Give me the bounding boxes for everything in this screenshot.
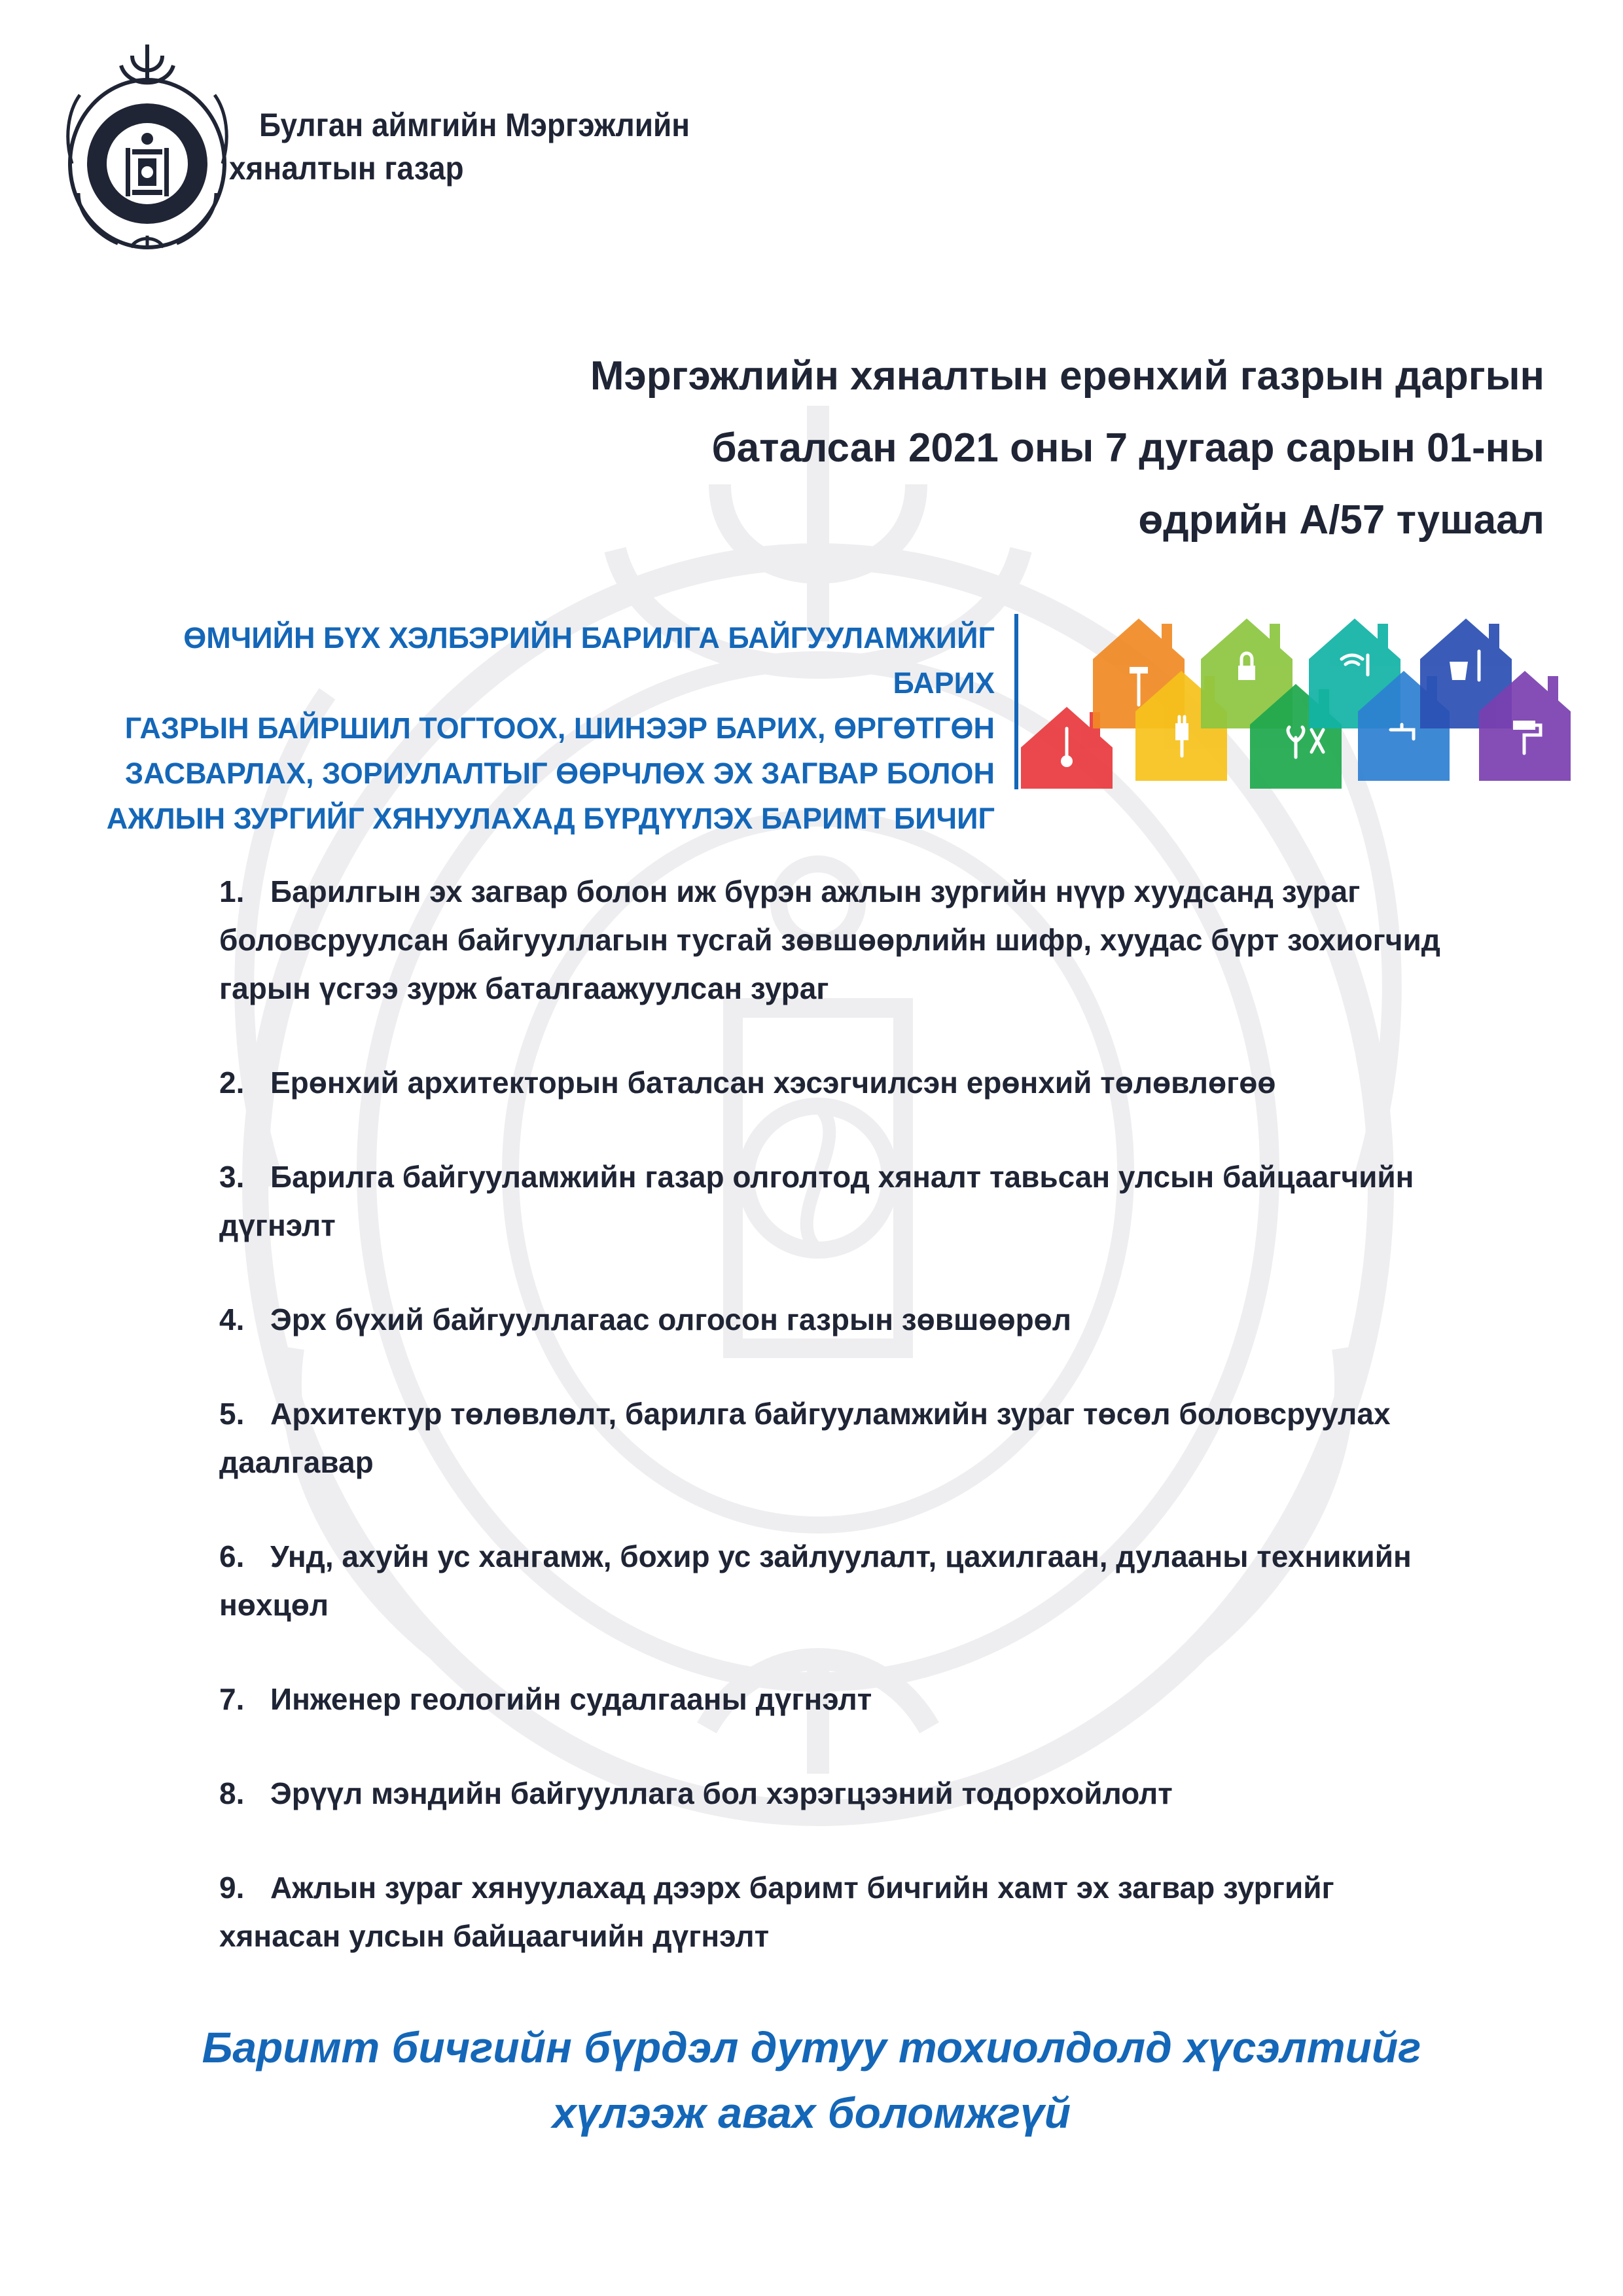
title-divider [1014, 614, 1018, 789]
houses-illustration [1021, 612, 1571, 789]
list-item: 4. Эрх бүхий байгууллагаас олгосон газрын зөвшөөрөл [219, 1302, 1071, 1336]
organization-name [229, 103, 690, 190]
list-item: 8. Эрүүл мэндийн байгууллага бол хэрэгцээний тодорхойлолт [219, 1776, 1173, 1810]
document-title-line-2: ГАЗРЫН БАЙРШИЛ ТОГТООХ, ШИНЭЭР БАРИХ, ӨРГӨТГӨН [124, 711, 995, 745]
decree-line-1: Мэргэжлийн хяналтын ерөнхий газрын даргын [590, 353, 1544, 399]
organization-name-line-1: Булган аймгийн Мэргэжлийн [259, 107, 690, 143]
footer-notice-line-1: Баримт бичгийн бүрдэл дутуу тохиолдолд хүсэлтийг [202, 2023, 1421, 2072]
list-item: 5. Архитектур төлөвлөлт, барилга байгууламжийн зураг төсөл боловсруулах даалгавар [219, 1397, 1391, 1479]
list-item: 6. Унд, ахуйн ус хангамж, бохир ус зайлуулалт, цахилгаан, дулааны техникийн нөхцөл [219, 1539, 1412, 1622]
document-title [79, 615, 995, 841]
document-title-line-4: АЖЛЫН ЗУРГИЙГ ХЯНУУЛАХАД БҮРДҮҮЛЭХ БАРИМТ БИЧИГ [106, 802, 995, 835]
list-item: 1. Барилгын эх загвар болон иж бүрэн ажлын зургийн нүүр хуудсанд зураг боловсруулсан байгууллагын тусгай зөвшөөрлийн шифр, хуудас бүрт зохиогчид гарын үсгээ зурж баталгаажуулсан зураг [219, 874, 1440, 1005]
list-item: 3. Барилга байгууламжийн газар олголтод хяналт тавьсан улсын байцаагчийн дүгнэлт [219, 1160, 1414, 1242]
decree-reference [432, 340, 1544, 556]
organization-name-line-2: хяналтын газар [229, 150, 464, 187]
decree-line-2: баталсан 2021 оны 7 дугаар сарын 01-ны [711, 425, 1544, 471]
required-documents-list [219, 867, 1463, 2006]
list-item: 2. Ерөнхий архитекторын баталсан хэсэгчилсэн ерөнхий төлөвлөгөө [219, 1066, 1276, 1100]
agency-seal-logo [59, 39, 236, 255]
list-item: 7. Инженер геологийн судалгааны дүгнэлт [219, 1682, 872, 1716]
list-item: 9. Ажлын зураг хянуулахад дээрх баримт бичгийн хамт эх загвар зургийг хянасан улсын байцаагчийн дүгнэлт [219, 1871, 1334, 1953]
decree-line-3: өдрийн А/57 тушаал [1138, 497, 1544, 543]
footer-notice [157, 2015, 1466, 2145]
document-title-line-1: ӨМЧИЙН БҮХ ХЭЛБЭРИЙН БАРИЛГА БАЙГУУЛАМЖИЙГ БАРИХ [183, 621, 995, 700]
document-title-line-3: ЗАСВАРЛАХ, ЗОРИУЛАЛТЫГ ӨӨРЧЛӨХ ЭХ ЗАГВАР БОЛОН [125, 757, 995, 790]
footer-notice-line-2: хүлээж авах боломжгүй [552, 2089, 1071, 2137]
